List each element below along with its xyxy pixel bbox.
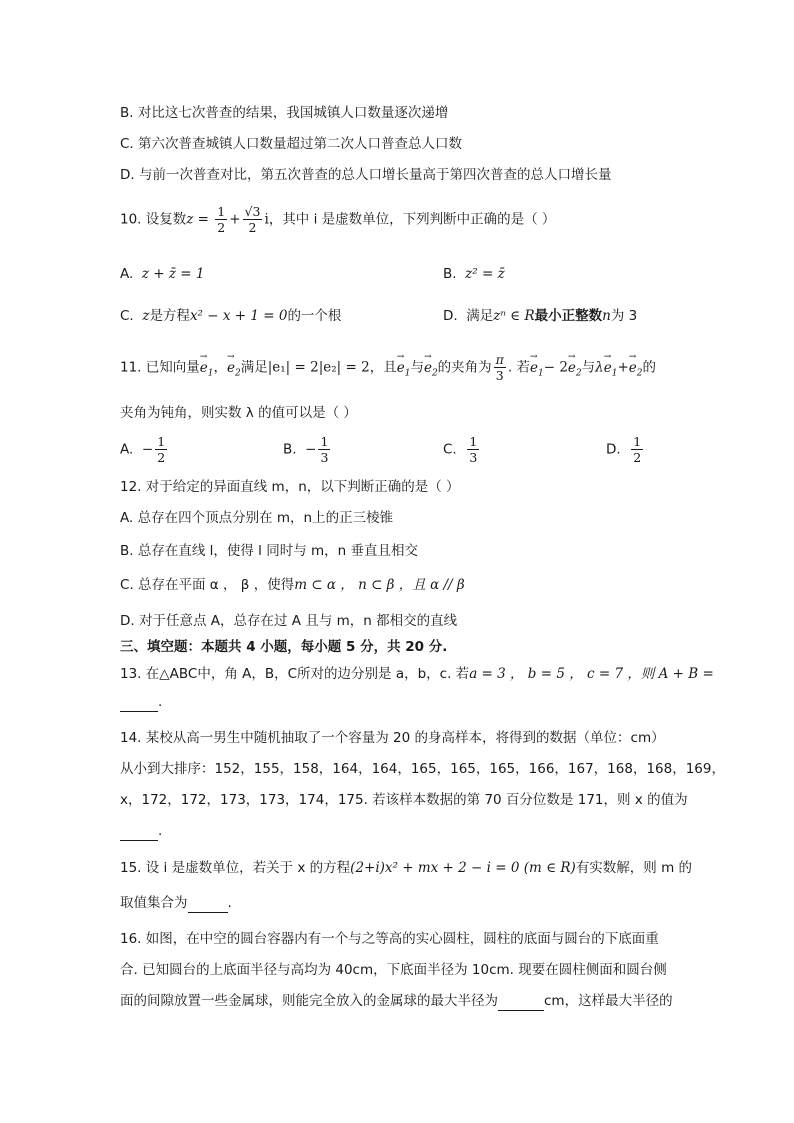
q10-option-c: C. z是方程x² − x + 1 = 0的一个根 xyxy=(120,308,342,324)
q16-line1: 16. 如图，在中空的圆台容器内有一个与之等高的实心圆柱，圆柱的底面与圆台的下底面重 xyxy=(120,931,659,947)
q11-option-a: A. − $\frac{1}{2}$ xyxy=(120,434,166,465)
q16-line3: 面的间隙放置一些金属球，则能完全放入的金属球的最大半径为 cm，这样最大半径的 xyxy=(120,993,673,1009)
q11-condition: |e₁| = 2|e₂| = 2 xyxy=(267,359,370,376)
q16-answer-blank[interactable] xyxy=(498,996,544,1011)
q14-line2: 从小到大排序：152，155，158，164，164，165，165，165，166，167，168，168，169， xyxy=(120,761,725,777)
q10-suffix: ，其中 i 是虚数单位，下列判断中正确的是（ ） xyxy=(268,211,556,228)
q12-option-a: A. 总存在四个顶点分别在 m，n上的正三棱锥 xyxy=(120,510,394,526)
q15-line2: 取值集合为 . xyxy=(120,895,232,911)
section-header-fill-in: 三、填空题：本题共 4 小题，每小题 5 分，共 20 分. xyxy=(120,639,448,655)
q10-prefix: 10. 设复数 xyxy=(120,211,187,228)
q9-option-d: D. 与前一次普查对比，第五次普查的总人口增长量高于第四次普查的总人口增长量 xyxy=(120,167,612,183)
q10-option-b: B. z² = z̄ xyxy=(443,266,505,282)
q10-frac2: $\frac{√3}{2}$ xyxy=(244,204,261,235)
q12-stem: 12. 对于给定的异面直线 m，n，以下判断正确的是（ ） xyxy=(120,479,460,495)
q10-stem: 10. 设复数z = $\frac{1}{2}$ + $\frac{√3}{2}$ i，其中 i 是虚数单位，下列判断中正确的是（ ） xyxy=(120,204,556,235)
q14-answer: . xyxy=(120,821,162,841)
q11-stem-line1: 11. 已知向量→ $e_1$，→ $e_2$满足|e₁| = 2|e₂| = 2，且→ $e_1$与→ $e_2$的夹角为 $\frac{\pi}{3}$ . 若→ $e_1- 2\to e_2$与$\lambda\to e_1+\to e_2$的 xyxy=(120,352,656,383)
q14-line3: x，172，172，173，173，174，175. 若该样本数据的第 70 百分位数是 171，则 x 的值为 xyxy=(120,792,688,808)
vector-e1: → $e_1$ xyxy=(200,353,214,383)
q15-answer-blank[interactable] xyxy=(188,898,228,913)
q15-equation: (2+i)x² + mx + 2 − i = 0 (m ∈ R) xyxy=(350,860,576,876)
q10-option-a: A. z + z̄ = 1 xyxy=(120,266,205,282)
q11-pi-frac: $\frac{\pi}{3}$ xyxy=(495,352,504,383)
q10-option-d: D. 满足zⁿ ∈ R最小正整数n为 3 xyxy=(443,308,638,324)
q13-stem: 13. 在△ABC中，角 A，B，C所对的边分别是 a，b，c. 若a = 3 ， b = 5 ， c = 7 ，则 A + B = xyxy=(120,666,714,682)
q10-frac1: $\frac{1}{2}$ xyxy=(217,204,226,235)
q11-option-c: C. $\frac{1}{3}$ xyxy=(443,434,478,465)
vector-e2: → $e_2$ xyxy=(227,353,241,383)
q14-line1: 14. 某校从高一男生中随机抽取了一个容量为 20 的身高样本，将得到的数据（单位：cm） xyxy=(120,730,665,746)
q12-option-c: C. 总存在平面 α ， β ，使得m ⊂ α ， n ⊂ β ，且 α // β xyxy=(120,577,465,593)
q9-option-c: C. 第六次普查城镇人口数量超过第二次人口普查总人口数 xyxy=(120,136,463,152)
q16-line2: 合. 已知圆台的上底面半径与高均为 40cm，下底面半径为 10cm. 现要在圆柱侧面和圆台侧 xyxy=(120,962,667,978)
q13-answer-blank[interactable] xyxy=(120,697,158,712)
q14-answer-blank[interactable] xyxy=(120,826,158,841)
q15-line1: 15. 设 i 是虚数单位，若关于 x 的方程(2+i)x² + mx + 2 − i = 0 (m ∈ R)有实数解，则 m 的 xyxy=(120,860,693,876)
q11-option-d: D. $\frac{1}{2}$ xyxy=(606,434,642,465)
q13-answer: . xyxy=(120,692,162,712)
q9-option-b: B. 对比这七次普查的结果，我国城镇人口数量逐次递增 xyxy=(120,105,449,121)
q11-stem-line2: 夹角为钝角，则实数 λ 的值可以是（ ） xyxy=(120,405,357,421)
q12-option-b: B. 总存在直线 l，使得 l 同时与 m，n 垂直且相交 xyxy=(120,543,419,559)
q11-option-b: B. − $\frac{1}{3}$ xyxy=(283,434,329,465)
q12-option-d: D. 对于任意点 A，总存在过 A 且与 m，n 都相交的直线 xyxy=(120,613,458,629)
